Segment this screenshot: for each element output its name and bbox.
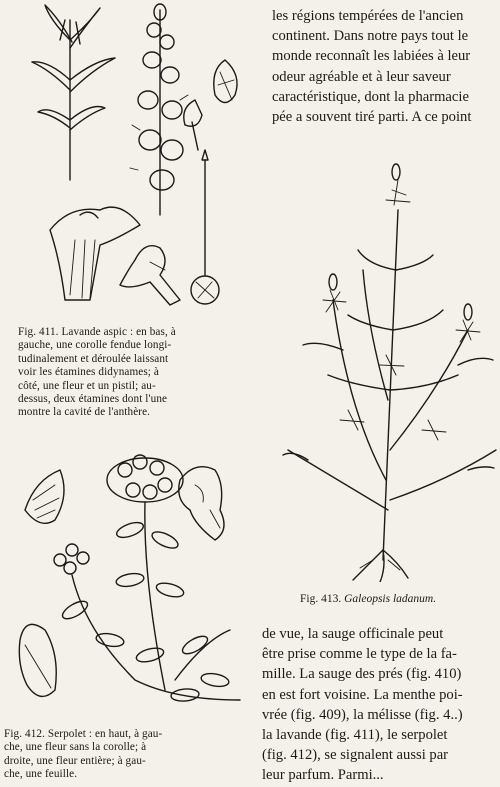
text-line: caractéristique, dont la pharmacie <box>272 88 469 105</box>
fig412-caption <box>4 728 252 782</box>
caption-line: droite, une fleur entière; à gau- <box>4 754 146 767</box>
galeopsis-stems <box>288 210 496 560</box>
galeopsis-flower-whorls <box>323 164 480 440</box>
caption-line: dessus, deux étamines dont l'une <box>18 393 168 406</box>
text-line: mille. La sauge des prés (fig. 410) <box>262 666 462 683</box>
stamen-detail <box>184 60 237 150</box>
text-line: en est fort voisine. La menthe poi- <box>262 686 463 703</box>
text-line: de vue, la sauge officinale peut <box>262 626 444 642</box>
galeopsis-roots <box>353 550 408 582</box>
fig413-label <box>300 593 436 605</box>
text-line: vrée (fig. 409), la mélisse (fig. 4..) <box>262 706 463 723</box>
caption-line: che, une fleur sans la corolle; à <box>4 741 147 754</box>
caption-line: gauche, une corolle fendue longi- <box>18 339 172 352</box>
pistil-detail <box>191 150 219 304</box>
text-line: (fig. 412), se signalent aussi par <box>262 747 449 764</box>
body-text-top <box>272 6 471 127</box>
lavender-drawing <box>20 0 245 320</box>
caption-line: montre la cavité de l'anthère. <box>18 406 151 419</box>
text-line: continent. Dans notre pays tout le <box>272 28 469 45</box>
whole-flower-detail <box>179 467 224 540</box>
caption-line: Fig. 411. Lavande aspic : en bas, à <box>18 326 176 338</box>
thyme-stems-leaves <box>60 502 240 702</box>
serpolet-illustration <box>15 440 250 725</box>
body-text-bottom <box>262 624 463 786</box>
fig413-number: Fig. 413. <box>300 593 342 605</box>
caption-line: côté, une fleur et un pistil; au- <box>18 379 156 392</box>
text-line: être prise comme le type de la fa- <box>262 646 457 663</box>
text-line: odeur agréable et à leur saveur <box>272 68 451 85</box>
text-line: monde reconnaît les labiées à leur <box>272 48 471 65</box>
galeopsis-illustration <box>268 150 500 582</box>
text-line: leur parfum. Parmi... <box>262 767 384 784</box>
text-line: les régions tempérées de l'ancien <box>272 8 464 24</box>
flower-side-view <box>120 246 180 305</box>
caption-line: Fig. 412. Serpolet : en haut, à gau- <box>4 728 163 740</box>
lavender-illustration <box>20 0 245 320</box>
text-line: pée a souvent tiré parti. A ce point <box>272 109 472 126</box>
caption-line: tudinalement et déroulée laissant <box>18 352 169 365</box>
lavender-leafy-sprig <box>32 5 115 180</box>
caption-line: che, une feuille. <box>4 768 78 781</box>
calyx-detail <box>25 470 64 523</box>
caption-line: voir les étamines didynames; à <box>18 366 159 379</box>
thyme-leaf-detail <box>19 624 56 696</box>
thyme-flower-head <box>54 455 183 574</box>
text-line: la lavande (fig. 411), le serpolet <box>262 727 448 744</box>
fig411-caption <box>18 326 252 420</box>
lavender-flower-spike <box>130 4 188 215</box>
opened-corolla <box>50 207 140 300</box>
serpolet-drawing <box>15 440 250 725</box>
galeopsis-drawing <box>268 150 500 582</box>
fig413-species: Galeopsis ladanum. <box>344 593 437 605</box>
